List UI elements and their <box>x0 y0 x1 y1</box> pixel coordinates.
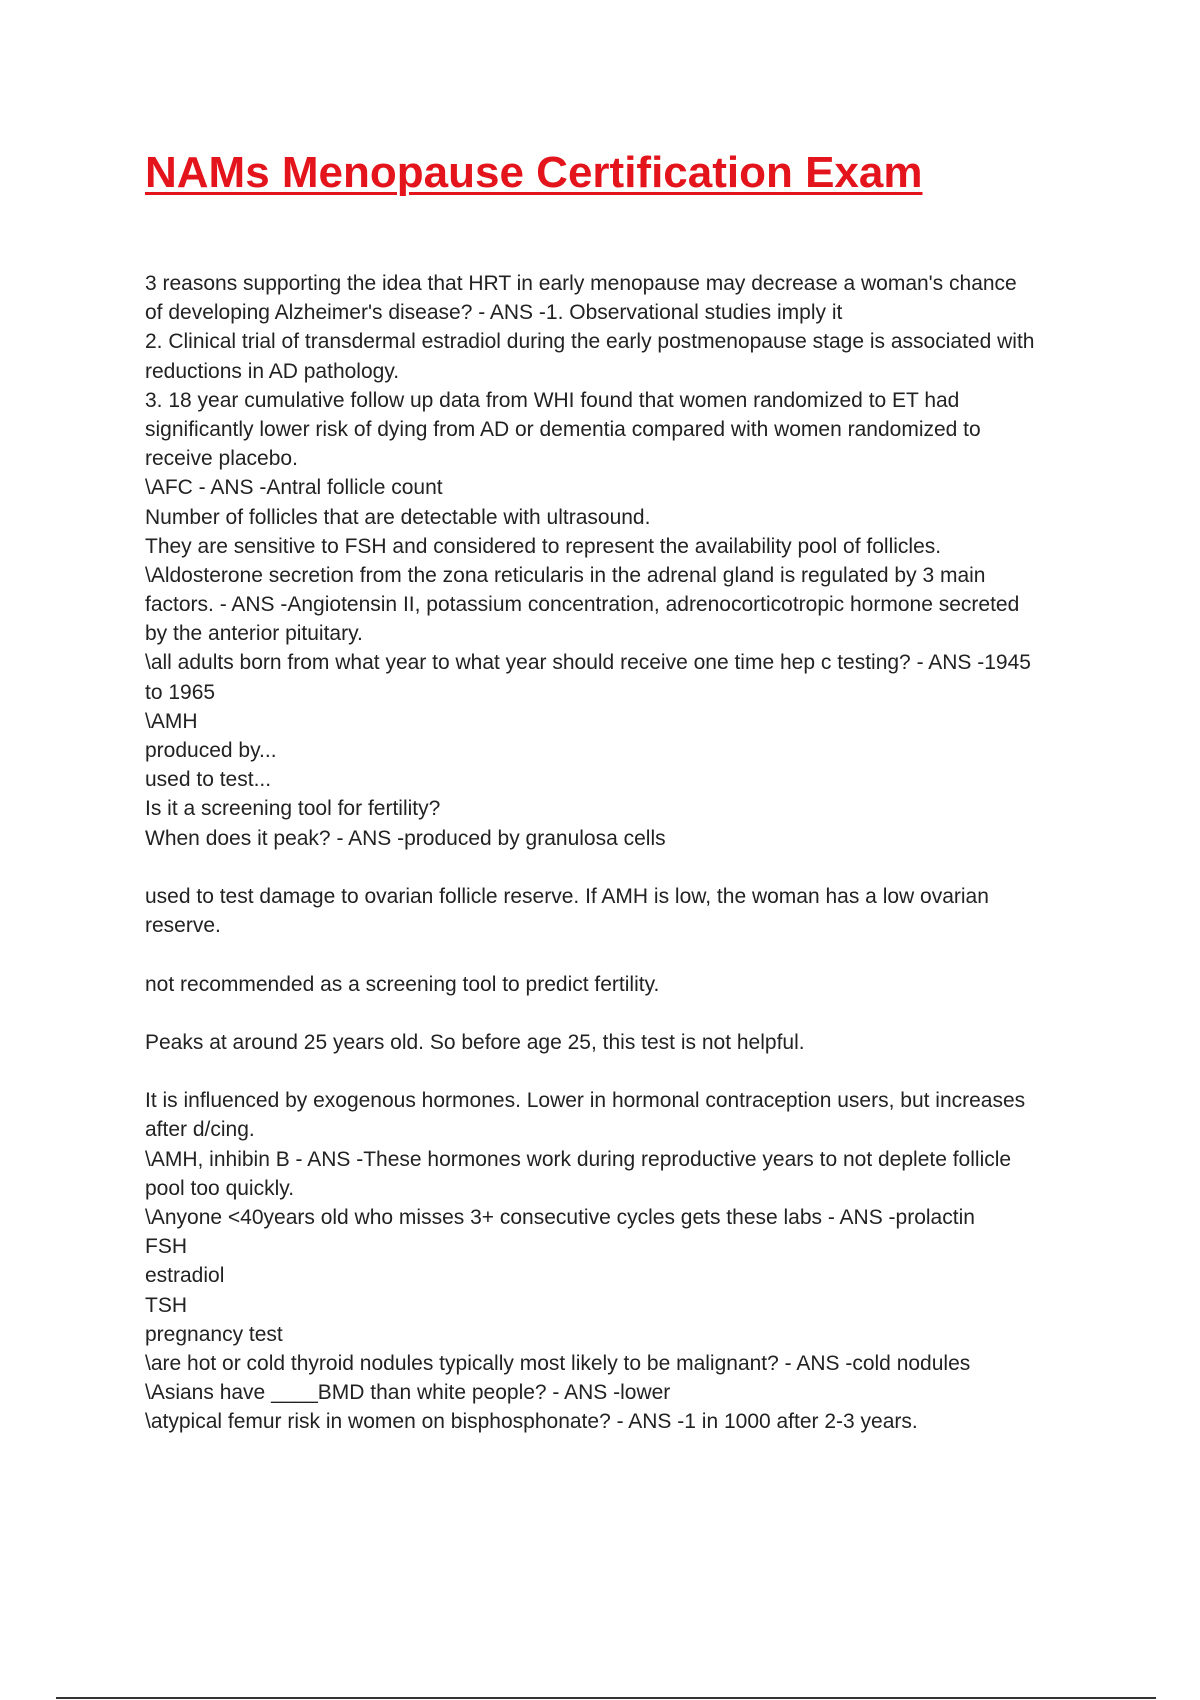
blank-line <box>145 940 1095 969</box>
text-line: pregnancy test <box>145 1322 283 1346</box>
text-line: by the anterior pituitary. <box>145 622 363 646</box>
text-line: FSH <box>145 1235 187 1259</box>
text-line: \AFC - ANS -Antral follicle count <box>145 476 443 500</box>
text-line: Number of follicles that are detectable with ultrasound. <box>145 505 651 529</box>
blank-line <box>145 853 1095 882</box>
text-line: receive placebo. <box>145 447 298 471</box>
text-line: \atypical femur risk in women on bisphosphonate? - ANS -1 in 1000 after 2-3 years. <box>145 1410 918 1434</box>
text-line: \Anyone <40years old who misses 3+ consecutive cycles gets these labs - ANS -prolactin <box>145 1206 975 1229</box>
footer-divider <box>56 1697 1156 1699</box>
text-line: after d/cing. <box>145 1118 255 1142</box>
text-line: 3 reasons supporting the idea that HRT in early menopause may decrease a woman's chance <box>145 272 1017 295</box>
text-line: They are sensitive to FSH and considered to represent the availability pool of follicles. <box>145 534 942 558</box>
blank-line <box>145 1057 1095 1086</box>
text-line: 2. Clinical trial of transdermal estradiol during the early postmenopause stage is associated with <box>145 330 1035 354</box>
document-title: NAMs Menopause Certification Exam <box>145 148 923 197</box>
text-line: Peaks at around 25 years old. So before age 25, this test is not helpful. <box>145 1030 805 1054</box>
text-line: 3. 18 year cumulative follow up data from WHI found that women randomized to ET had <box>145 388 960 412</box>
text-line: TSH <box>145 1293 187 1317</box>
text-line: When does it peak? - ANS -produced by granulosa cells <box>145 826 666 850</box>
text-line: It is influenced by exogenous hormones. Lower in hormonal contraception users, but increases <box>145 1089 1026 1113</box>
text-line: \Asians have ____BMD than white people? - ANS -lower <box>145 1381 671 1405</box>
text-line: \Aldosterone secretion from the zona reticularis in the adrenal gland is regulated by 3 main <box>145 563 986 587</box>
text-line: produced by... <box>145 739 277 762</box>
text-line: reserve. <box>145 914 221 938</box>
text-line: pool too quickly. <box>145 1176 295 1200</box>
text-line: to 1965 <box>145 680 216 704</box>
document-body <box>145 269 1095 1437</box>
text-line: \all adults born from what year to what year should receive one time hep c testing? - ANS -1945 <box>145 651 1031 675</box>
text-line: not recommended as a screening tool to predict fertility. <box>145 972 660 996</box>
text-line: used to test... <box>145 768 272 792</box>
text-line: \AMH <box>145 709 198 733</box>
text-line: used to test damage to ovarian follicle reserve. If AMH is low, the woman has a low ovarian <box>145 884 989 908</box>
text-line: significantly lower risk of dying from AD or dementia compared with women randomized to <box>145 417 981 441</box>
text-line: reductions in AD pathology. <box>145 359 400 383</box>
text-line: \AMH, inhibin B - ANS -These hormones work during reproductive years to not deplete follicle <box>145 1147 1012 1171</box>
blank-line <box>145 999 1095 1028</box>
text-line: \are hot or cold thyroid nodules typically most likely to be malignant? - ANS -cold nodules <box>145 1351 971 1375</box>
text-line: Is it a screening tool for fertility? <box>145 797 441 821</box>
text-line: of developing Alzheimer's disease? - ANS -1. Observational studies imply it <box>145 301 843 325</box>
text-line: estradiol <box>145 1264 225 1288</box>
text-line: factors. - ANS -Angiotensin II, potassium concentration, adrenocorticotropic hormone secreted <box>145 593 1020 617</box>
